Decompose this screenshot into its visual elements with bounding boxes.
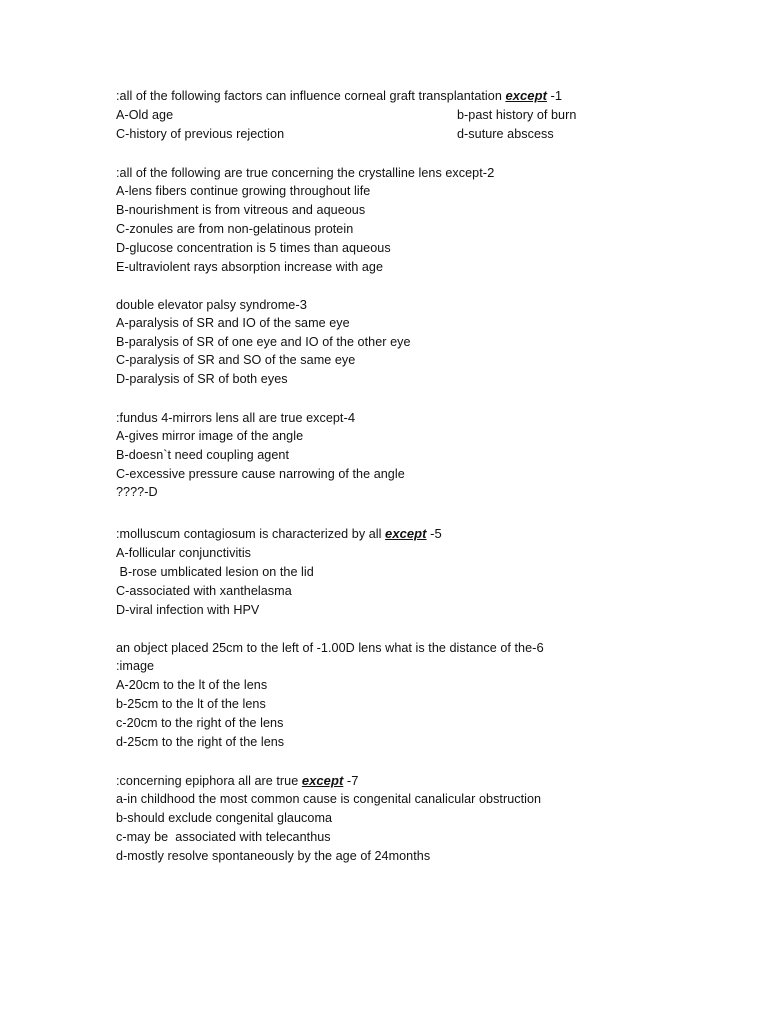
except-keyword: except — [301, 773, 344, 788]
question-4-option-c: C-excessive pressure cause narrowing of the angle — [116, 467, 405, 481]
question-1-options-row-1: A-Old age b-past history of burn — [116, 108, 577, 122]
question-3-option-b: B-paralysis of SR of one eye and IO of the other eye — [116, 335, 411, 349]
except-keyword: except — [385, 526, 427, 541]
question-6-option-a: A-20cm to the lt of the lens — [116, 678, 268, 692]
question-1-stem: :all of the following factors can influence corneal graft transplantation except -1 — [116, 88, 563, 103]
question-7-option-a: a-in childhood the most common cause is congenital canalicular obstruction — [116, 792, 542, 806]
question-2-option-b: B-nourishment is from vitreous and aqueous — [116, 203, 366, 217]
question-2-option-d: D-glucose concentration is 5 times than aqueous — [116, 241, 391, 255]
question-1-options-row-2: C-history of previous rejection d-suture abscess — [116, 127, 554, 141]
question-6-stem: an object placed 25cm to the left of -1.00D lens what is the distance of the-6 — [116, 640, 544, 655]
question-6-option-d: d-25cm to the right of the lens — [116, 735, 285, 749]
question-4-option-a: A-gives mirror image of the angle — [116, 429, 304, 443]
question-5-option-d: D-viral infection with HPV — [116, 603, 260, 617]
question-7-stem: :concerning epiphora all are true except -7 — [116, 773, 359, 788]
question-3-stem: double elevator palsy syndrome-3 — [116, 297, 307, 312]
question-5-stem: :molluscum contagiosum is characterized by all except -5 — [116, 526, 442, 541]
except-keyword: except — [505, 88, 547, 103]
question-7-option-c: c-may be associated with telecanthus — [116, 830, 331, 844]
question-5-option-a: A-follicular conjunctivitis — [116, 546, 252, 560]
question-4-option-d: ????-D — [116, 485, 158, 499]
question-3-option-c: C-paralysis of SR and SO of the same eye — [116, 353, 356, 367]
question-2-option-a: A-lens fibers continue growing throughout life — [116, 184, 371, 198]
question-6-option-b: b-25cm to the lt of the lens — [116, 697, 266, 711]
question-4-stem: :fundus 4-mirrors lens all are true except-4 — [116, 410, 356, 425]
question-3-option-a: A-paralysis of SR and IO of the same eye — [116, 316, 350, 330]
question-3-option-d: D-paralysis of SR of both eyes — [116, 372, 288, 386]
question-2-option-c: C-zonules are from non-gelatinous protein — [116, 222, 354, 236]
question-5-option-b: B-rose umblicated lesion on the lid — [116, 565, 314, 579]
question-7-option-d: d-mostly resolve spontaneously by the age of 24months — [116, 849, 431, 863]
question-6-stem-continued: :image — [116, 659, 155, 673]
question-5-option-c: C-associated with xanthelasma — [116, 584, 292, 598]
question-6-option-c: c-20cm to the right of the lens — [116, 716, 284, 730]
question-7-option-b: b-should exclude congenital glaucoma — [116, 811, 333, 825]
question-2-stem: :all of the following are true concerning the crystalline lens except-2 — [116, 165, 495, 180]
question-4-option-b: B-doesn`t need coupling agent — [116, 448, 289, 462]
question-2-option-e: E-ultraviolent rays absorption increase with age — [116, 260, 384, 274]
